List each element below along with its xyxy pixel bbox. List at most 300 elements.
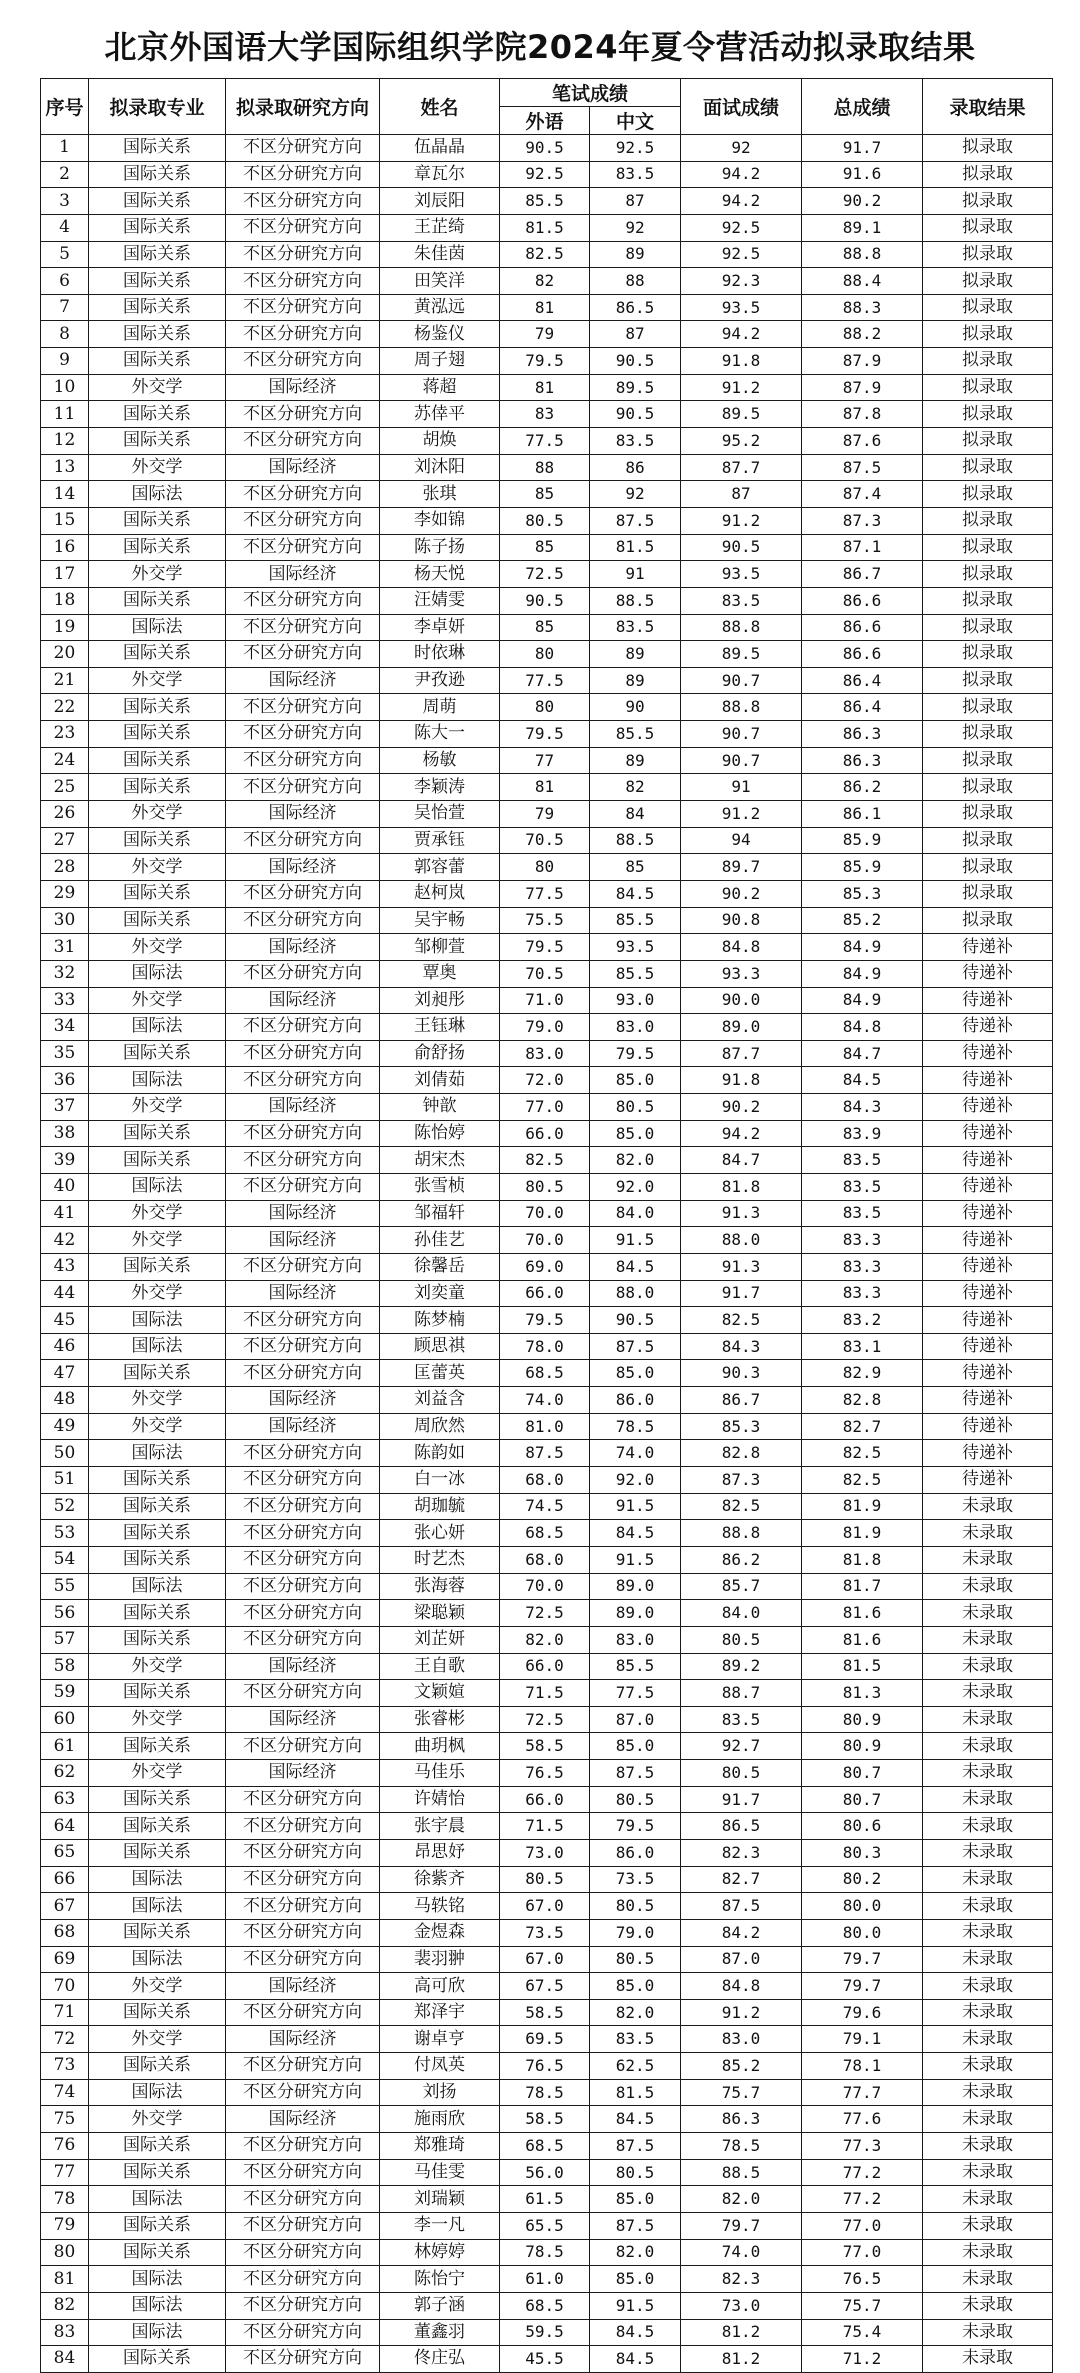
cell-foreign: 87.5 bbox=[500, 1440, 590, 1467]
cell-direction: 不区分研究方向 bbox=[226, 1493, 380, 1520]
cell-total: 77.2 bbox=[802, 2186, 923, 2213]
cell-major: 国际关系 bbox=[89, 587, 226, 614]
cell-foreign: 66.0 bbox=[500, 1120, 590, 1147]
cell-foreign: 76.5 bbox=[500, 2053, 590, 2080]
table-row bbox=[41, 428, 1053, 455]
table-row bbox=[41, 1280, 1053, 1307]
cell-no: 66 bbox=[41, 1866, 89, 1893]
cell-direction: 不区分研究方向 bbox=[226, 2079, 380, 2106]
cell-name: 昂思妤 bbox=[380, 1840, 500, 1867]
cell-interview: 91.2 bbox=[681, 1999, 802, 2026]
cell-direction: 不区分研究方向 bbox=[226, 1680, 380, 1707]
table-row bbox=[41, 1733, 1053, 1760]
cell-foreign: 66.0 bbox=[500, 1280, 590, 1307]
cell-direction: 不区分研究方向 bbox=[226, 2133, 380, 2160]
cell-no: 41 bbox=[41, 1200, 89, 1227]
cell-foreign: 80 bbox=[500, 641, 590, 668]
cell-chinese: 89.0 bbox=[590, 1573, 681, 1600]
cell-foreign: 66.0 bbox=[500, 1786, 590, 1813]
cell-result: 未录取 bbox=[923, 1626, 1053, 1653]
cell-no: 8 bbox=[41, 321, 89, 348]
cell-no: 9 bbox=[41, 348, 89, 375]
cell-interview: 93.5 bbox=[681, 294, 802, 321]
cell-no: 67 bbox=[41, 1893, 89, 1920]
cell-result: 待递补 bbox=[923, 1040, 1053, 1067]
cell-major: 国际关系 bbox=[89, 1600, 226, 1627]
cell-no: 61 bbox=[41, 1733, 89, 1760]
cell-direction: 不区分研究方向 bbox=[226, 1626, 380, 1653]
table-row bbox=[41, 934, 1053, 961]
cell-name: 朱佳茵 bbox=[380, 241, 500, 268]
cell-foreign: 65.5 bbox=[500, 2212, 590, 2239]
cell-direction: 国际经济 bbox=[226, 801, 380, 828]
cell-total: 85.9 bbox=[802, 854, 923, 881]
cell-name: 林婷婷 bbox=[380, 2239, 500, 2266]
cell-result: 未录取 bbox=[923, 1653, 1053, 1680]
cell-result: 拟录取 bbox=[923, 614, 1053, 641]
cell-interview: 89.5 bbox=[681, 641, 802, 668]
cell-major: 国际关系 bbox=[89, 214, 226, 241]
cell-major: 国际关系 bbox=[89, 348, 226, 375]
cell-result: 待递补 bbox=[923, 1307, 1053, 1334]
table-row bbox=[41, 534, 1053, 561]
cell-result: 待递补 bbox=[923, 934, 1053, 961]
table-row bbox=[41, 2239, 1053, 2266]
cell-chinese: 83.5 bbox=[590, 428, 681, 455]
table-row bbox=[41, 2079, 1053, 2106]
table-row bbox=[41, 880, 1053, 907]
table-row bbox=[41, 1014, 1053, 1041]
cell-total: 83.1 bbox=[802, 1333, 923, 1360]
cell-no: 75 bbox=[41, 2106, 89, 2133]
cell-foreign: 74.5 bbox=[500, 1493, 590, 1520]
cell-major: 国际关系 bbox=[89, 2053, 226, 2080]
cell-total: 81.8 bbox=[802, 1546, 923, 1573]
cell-chinese: 88 bbox=[590, 268, 681, 295]
cell-no: 56 bbox=[41, 1600, 89, 1627]
cell-direction: 不区分研究方向 bbox=[226, 1307, 380, 1334]
cell-foreign: 61.5 bbox=[500, 2186, 590, 2213]
cell-major: 外交学 bbox=[89, 454, 226, 481]
cell-total: 81.7 bbox=[802, 1573, 923, 1600]
cell-name: 贾承钰 bbox=[380, 827, 500, 854]
cell-foreign: 69.5 bbox=[500, 2026, 590, 2053]
table-row bbox=[41, 454, 1053, 481]
cell-direction: 不区分研究方向 bbox=[226, 1840, 380, 1867]
cell-result: 未录取 bbox=[923, 1493, 1053, 1520]
cell-foreign: 71.5 bbox=[500, 1813, 590, 1840]
cell-total: 83.5 bbox=[802, 1200, 923, 1227]
cell-name: 白一冰 bbox=[380, 1467, 500, 1494]
cell-chinese: 87.5 bbox=[590, 1760, 681, 1787]
cell-chinese: 91.5 bbox=[590, 2292, 681, 2319]
cell-name: 郭容蕾 bbox=[380, 854, 500, 881]
cell-chinese: 78.5 bbox=[590, 1413, 681, 1440]
cell-major: 外交学 bbox=[89, 2106, 226, 2133]
cell-result: 拟录取 bbox=[923, 880, 1053, 907]
cell-major: 外交学 bbox=[89, 1413, 226, 1440]
cell-interview: 91.2 bbox=[681, 801, 802, 828]
cell-foreign: 81 bbox=[500, 774, 590, 801]
cell-chinese: 87.5 bbox=[590, 1333, 681, 1360]
cell-result: 待递补 bbox=[923, 1014, 1053, 1041]
cell-foreign: 78.0 bbox=[500, 1333, 590, 1360]
cell-name: 覃奥 bbox=[380, 960, 500, 987]
cell-total: 79.6 bbox=[802, 1999, 923, 2026]
cell-no: 34 bbox=[41, 1014, 89, 1041]
cell-direction: 不区分研究方向 bbox=[226, 880, 380, 907]
cell-total: 75.4 bbox=[802, 2319, 923, 2346]
cell-interview: 94.2 bbox=[681, 321, 802, 348]
header-written: 笔试成绩 bbox=[500, 79, 681, 107]
cell-total: 79.1 bbox=[802, 2026, 923, 2053]
cell-major: 国际关系 bbox=[89, 1919, 226, 1946]
cell-no: 17 bbox=[41, 561, 89, 588]
cell-interview: 87.5 bbox=[681, 1893, 802, 1920]
table-row bbox=[41, 1706, 1053, 1733]
cell-total: 80.9 bbox=[802, 1706, 923, 1733]
cell-no: 5 bbox=[41, 241, 89, 268]
cell-result: 拟录取 bbox=[923, 641, 1053, 668]
cell-major: 外交学 bbox=[89, 1706, 226, 1733]
cell-name: 李如锦 bbox=[380, 507, 500, 534]
cell-major: 国际关系 bbox=[89, 1546, 226, 1573]
cell-major: 外交学 bbox=[89, 1653, 226, 1680]
cell-foreign: 82 bbox=[500, 268, 590, 295]
table-row bbox=[41, 801, 1053, 828]
cell-result: 待递补 bbox=[923, 1440, 1053, 1467]
cell-interview: 85.2 bbox=[681, 2053, 802, 2080]
cell-interview: 84.3 bbox=[681, 1333, 802, 1360]
cell-chinese: 85.0 bbox=[590, 1067, 681, 1094]
cell-result: 拟录取 bbox=[923, 374, 1053, 401]
cell-chinese: 93.0 bbox=[590, 987, 681, 1014]
cell-result: 拟录取 bbox=[923, 214, 1053, 241]
table-row bbox=[41, 348, 1053, 375]
cell-result: 待递补 bbox=[923, 1253, 1053, 1280]
cell-total: 81.6 bbox=[802, 1626, 923, 1653]
cell-no: 24 bbox=[41, 747, 89, 774]
cell-result: 未录取 bbox=[923, 2053, 1053, 2080]
cell-major: 国际法 bbox=[89, 1866, 226, 1893]
cell-result: 拟录取 bbox=[923, 694, 1053, 721]
cell-total: 77.2 bbox=[802, 2159, 923, 2186]
cell-direction: 国际经济 bbox=[226, 1387, 380, 1414]
cell-direction: 不区分研究方向 bbox=[226, 960, 380, 987]
cell-total: 87.6 bbox=[802, 428, 923, 455]
cell-major: 国际关系 bbox=[89, 321, 226, 348]
cell-foreign: 79 bbox=[500, 801, 590, 828]
cell-major: 外交学 bbox=[89, 1094, 226, 1121]
cell-interview: 87.7 bbox=[681, 454, 802, 481]
cell-no: 58 bbox=[41, 1653, 89, 1680]
cell-foreign: 85.5 bbox=[500, 188, 590, 215]
cell-result: 未录取 bbox=[923, 1893, 1053, 1920]
cell-interview: 92.5 bbox=[681, 214, 802, 241]
cell-major: 国际法 bbox=[89, 1067, 226, 1094]
cell-direction: 不区分研究方向 bbox=[226, 1999, 380, 2026]
cell-no: 12 bbox=[41, 428, 89, 455]
cell-direction: 不区分研究方向 bbox=[226, 1520, 380, 1547]
cell-interview: 86.3 bbox=[681, 2106, 802, 2133]
cell-foreign: 59.5 bbox=[500, 2319, 590, 2346]
cell-total: 86.6 bbox=[802, 587, 923, 614]
cell-chinese: 90.5 bbox=[590, 401, 681, 428]
cell-foreign: 72.5 bbox=[500, 1600, 590, 1627]
cell-interview: 84.0 bbox=[681, 1600, 802, 1627]
cell-foreign: 61.0 bbox=[500, 2266, 590, 2293]
cell-total: 77.0 bbox=[802, 2239, 923, 2266]
cell-direction: 不区分研究方向 bbox=[226, 401, 380, 428]
cell-name: 伍晶晶 bbox=[380, 135, 500, 162]
cell-chinese: 92 bbox=[590, 214, 681, 241]
cell-no: 49 bbox=[41, 1413, 89, 1440]
cell-direction: 不区分研究方向 bbox=[226, 1919, 380, 1946]
table-row bbox=[41, 987, 1053, 1014]
cell-total: 84.9 bbox=[802, 934, 923, 961]
cell-total: 80.7 bbox=[802, 1786, 923, 1813]
cell-foreign: 67.0 bbox=[500, 1946, 590, 1973]
cell-result: 未录取 bbox=[923, 2239, 1053, 2266]
cell-name: 李一凡 bbox=[380, 2212, 500, 2239]
cell-major: 国际法 bbox=[89, 1014, 226, 1041]
cell-interview: 84.2 bbox=[681, 1919, 802, 1946]
cell-no: 18 bbox=[41, 587, 89, 614]
cell-chinese: 83.5 bbox=[590, 2026, 681, 2053]
cell-total: 83.3 bbox=[802, 1227, 923, 1254]
cell-direction: 不区分研究方向 bbox=[226, 1440, 380, 1467]
cell-total: 87.5 bbox=[802, 454, 923, 481]
cell-direction: 不区分研究方向 bbox=[226, 188, 380, 215]
cell-direction: 不区分研究方向 bbox=[226, 1467, 380, 1494]
table-row bbox=[41, 188, 1053, 215]
cell-name: 马轶铭 bbox=[380, 1893, 500, 1920]
cell-no: 28 bbox=[41, 854, 89, 881]
cell-result: 待递补 bbox=[923, 1147, 1053, 1174]
cell-name: 张宇晨 bbox=[380, 1813, 500, 1840]
table-row bbox=[41, 1173, 1053, 1200]
cell-total: 82.8 bbox=[802, 1387, 923, 1414]
cell-no: 6 bbox=[41, 268, 89, 295]
cell-total: 88.8 bbox=[802, 241, 923, 268]
cell-chinese: 92.0 bbox=[590, 1173, 681, 1200]
table-row bbox=[41, 2186, 1053, 2213]
cell-foreign: 74.0 bbox=[500, 1387, 590, 1414]
cell-name: 田笑洋 bbox=[380, 268, 500, 295]
table-row bbox=[41, 1227, 1053, 1254]
cell-name: 陈大一 bbox=[380, 721, 500, 748]
cell-direction: 不区分研究方向 bbox=[226, 294, 380, 321]
cell-result: 未录取 bbox=[923, 2346, 1053, 2373]
cell-no: 14 bbox=[41, 481, 89, 508]
table-row bbox=[41, 2133, 1053, 2160]
cell-foreign: 68.5 bbox=[500, 1360, 590, 1387]
table-row bbox=[41, 2159, 1053, 2186]
cell-total: 84.5 bbox=[802, 1067, 923, 1094]
cell-name: 陈怡宁 bbox=[380, 2266, 500, 2293]
cell-result: 未录取 bbox=[923, 1706, 1053, 1733]
cell-foreign: 77.5 bbox=[500, 880, 590, 907]
cell-total: 88.3 bbox=[802, 294, 923, 321]
cell-interview: 91.8 bbox=[681, 348, 802, 375]
cell-name: 张雪桢 bbox=[380, 1173, 500, 1200]
cell-no: 22 bbox=[41, 694, 89, 721]
cell-total: 77.6 bbox=[802, 2106, 923, 2133]
table-row bbox=[41, 2026, 1053, 2053]
table-row bbox=[41, 1253, 1053, 1280]
cell-major: 国际法 bbox=[89, 1946, 226, 1973]
cell-direction: 不区分研究方向 bbox=[226, 1173, 380, 1200]
cell-no: 64 bbox=[41, 1813, 89, 1840]
cell-result: 拟录取 bbox=[923, 294, 1053, 321]
cell-total: 86.3 bbox=[802, 721, 923, 748]
cell-result: 拟录取 bbox=[923, 188, 1053, 215]
cell-result: 拟录取 bbox=[923, 507, 1053, 534]
cell-interview: 81.2 bbox=[681, 2346, 802, 2373]
cell-total: 82.5 bbox=[802, 1467, 923, 1494]
cell-direction: 不区分研究方向 bbox=[226, 1946, 380, 1973]
cell-major: 国际关系 bbox=[89, 1786, 226, 1813]
cell-name: 杨敏 bbox=[380, 747, 500, 774]
cell-direction: 不区分研究方向 bbox=[226, 2186, 380, 2213]
cell-chinese: 84.5 bbox=[590, 2346, 681, 2373]
cell-direction: 不区分研究方向 bbox=[226, 1014, 380, 1041]
cell-no: 1 bbox=[41, 135, 89, 162]
cell-chinese: 85.0 bbox=[590, 2186, 681, 2213]
table-row bbox=[41, 214, 1053, 241]
cell-interview: 90.2 bbox=[681, 880, 802, 907]
cell-result: 拟录取 bbox=[923, 348, 1053, 375]
table-row bbox=[41, 2053, 1053, 2080]
cell-interview: 82.3 bbox=[681, 1840, 802, 1867]
cell-name: 刘奕童 bbox=[380, 1280, 500, 1307]
cell-total: 85.3 bbox=[802, 880, 923, 907]
table-row bbox=[41, 1813, 1053, 1840]
cell-no: 77 bbox=[41, 2159, 89, 2186]
cell-direction: 不区分研究方向 bbox=[226, 1573, 380, 1600]
table-row bbox=[41, 694, 1053, 721]
cell-foreign: 58.5 bbox=[500, 1999, 590, 2026]
table-row bbox=[41, 1387, 1053, 1414]
cell-foreign: 73.5 bbox=[500, 1919, 590, 1946]
cell-foreign: 83.0 bbox=[500, 1040, 590, 1067]
header-foreign: 外语 bbox=[500, 107, 590, 135]
cell-no: 50 bbox=[41, 1440, 89, 1467]
cell-chinese: 85.0 bbox=[590, 1120, 681, 1147]
cell-chinese: 90 bbox=[590, 694, 681, 721]
cell-total: 84.3 bbox=[802, 1094, 923, 1121]
cell-interview: 84.7 bbox=[681, 1147, 802, 1174]
cell-major: 国际法 bbox=[89, 1333, 226, 1360]
cell-interview: 90.7 bbox=[681, 747, 802, 774]
cell-chinese: 82.0 bbox=[590, 2239, 681, 2266]
cell-major: 国际关系 bbox=[89, 1840, 226, 1867]
cell-name: 周欣然 bbox=[380, 1413, 500, 1440]
cell-name: 杨天悦 bbox=[380, 561, 500, 588]
cell-chinese: 90.5 bbox=[590, 1307, 681, 1334]
cell-no: 53 bbox=[41, 1520, 89, 1547]
cell-foreign: 69.0 bbox=[500, 1253, 590, 1280]
cell-direction: 不区分研究方向 bbox=[226, 747, 380, 774]
cell-interview: 74.0 bbox=[681, 2239, 802, 2266]
cell-direction: 不区分研究方向 bbox=[226, 1333, 380, 1360]
cell-major: 国际法 bbox=[89, 1573, 226, 1600]
cell-chinese: 84.5 bbox=[590, 2319, 681, 2346]
cell-no: 44 bbox=[41, 1280, 89, 1307]
cell-direction: 不区分研究方向 bbox=[226, 268, 380, 295]
cell-result: 未录取 bbox=[923, 1946, 1053, 1973]
cell-direction: 国际经济 bbox=[226, 374, 380, 401]
cell-name: 张海蓉 bbox=[380, 1573, 500, 1600]
cell-interview: 83.0 bbox=[681, 2026, 802, 2053]
cell-interview: 88.8 bbox=[681, 1520, 802, 1547]
cell-chinese: 92.0 bbox=[590, 1467, 681, 1494]
cell-name: 刘辰阳 bbox=[380, 188, 500, 215]
cell-foreign: 79 bbox=[500, 321, 590, 348]
cell-total: 91.6 bbox=[802, 161, 923, 188]
table-row bbox=[41, 321, 1053, 348]
cell-chinese: 82 bbox=[590, 774, 681, 801]
cell-foreign: 72.5 bbox=[500, 1706, 590, 1733]
cell-no: 82 bbox=[41, 2292, 89, 2319]
cell-chinese: 89 bbox=[590, 747, 681, 774]
cell-name: 刘益含 bbox=[380, 1387, 500, 1414]
cell-direction: 不区分研究方向 bbox=[226, 135, 380, 162]
cell-direction: 不区分研究方向 bbox=[226, 907, 380, 934]
cell-name: 顾思祺 bbox=[380, 1333, 500, 1360]
cell-result: 未录取 bbox=[923, 2292, 1053, 2319]
cell-interview: 82.5 bbox=[681, 1493, 802, 1520]
cell-chinese: 88.5 bbox=[590, 827, 681, 854]
table-row bbox=[41, 401, 1053, 428]
cell-no: 54 bbox=[41, 1546, 89, 1573]
cell-major: 国际关系 bbox=[89, 507, 226, 534]
cell-no: 37 bbox=[41, 1094, 89, 1121]
cell-result: 未录取 bbox=[923, 2186, 1053, 2213]
cell-name: 刘昶彤 bbox=[380, 987, 500, 1014]
table-row bbox=[41, 2346, 1053, 2373]
cell-major: 国际关系 bbox=[89, 1120, 226, 1147]
cell-major: 国际关系 bbox=[89, 641, 226, 668]
cell-total: 81.9 bbox=[802, 1493, 923, 1520]
cell-major: 国际关系 bbox=[89, 2346, 226, 2373]
cell-major: 外交学 bbox=[89, 801, 226, 828]
cell-interview: 82.5 bbox=[681, 1307, 802, 1334]
cell-interview: 92.5 bbox=[681, 241, 802, 268]
cell-direction: 不区分研究方向 bbox=[226, 1040, 380, 1067]
cell-foreign: 66.0 bbox=[500, 1653, 590, 1680]
cell-name: 高可欣 bbox=[380, 1973, 500, 2000]
cell-foreign: 72.5 bbox=[500, 561, 590, 588]
table-row bbox=[41, 1999, 1053, 2026]
cell-total: 80.9 bbox=[802, 1733, 923, 1760]
cell-no: 48 bbox=[41, 1387, 89, 1414]
cell-foreign: 83 bbox=[500, 401, 590, 428]
table-row bbox=[41, 1760, 1053, 1787]
cell-name: 施雨欣 bbox=[380, 2106, 500, 2133]
cell-result: 未录取 bbox=[923, 1813, 1053, 1840]
cell-result: 未录取 bbox=[923, 1546, 1053, 1573]
cell-major: 国际法 bbox=[89, 1307, 226, 1334]
cell-foreign: 90.5 bbox=[500, 587, 590, 614]
table-row bbox=[41, 1094, 1053, 1121]
cell-chinese: 80.5 bbox=[590, 1893, 681, 1920]
cell-total: 86.6 bbox=[802, 641, 923, 668]
cell-total: 86.4 bbox=[802, 667, 923, 694]
cell-result: 拟录取 bbox=[923, 854, 1053, 881]
cell-name: 裴羽翀 bbox=[380, 1946, 500, 1973]
cell-direction: 国际经济 bbox=[226, 2026, 380, 2053]
